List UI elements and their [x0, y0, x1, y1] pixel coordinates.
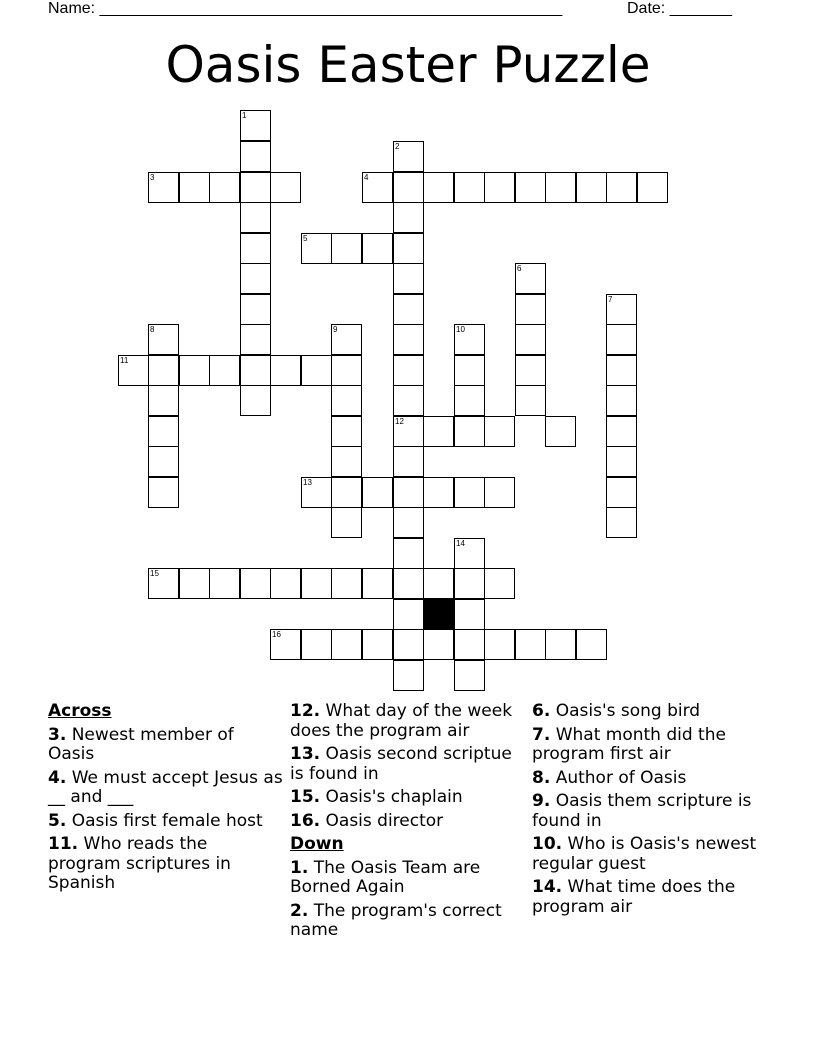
clue-number: 14.: [532, 877, 563, 897]
grid-cell[interactable]: [515, 263, 546, 294]
grid-cell[interactable]: [545, 172, 576, 203]
grid-cell[interactable]: [423, 568, 454, 599]
grid-cell[interactable]: [454, 660, 485, 691]
grid-cell[interactable]: [148, 477, 179, 508]
clue-number: 15.: [290, 787, 321, 807]
clue-across-5: [48, 812, 284, 832]
grid-cell[interactable]: [362, 568, 393, 599]
clue-number: 8.: [532, 767, 551, 788]
grid-cell[interactable]: [393, 599, 424, 630]
grid-cell[interactable]: [515, 355, 546, 386]
grid-cell[interactable]: [393, 202, 424, 233]
clue-number: 16.: [290, 810, 321, 831]
down-heading: Down: [290, 834, 344, 854]
grid-cell[interactable]: [393, 385, 424, 416]
cell-number: 2: [395, 142, 400, 151]
grid-cell[interactable]: [393, 263, 424, 294]
cell-number: 1: [242, 111, 247, 120]
clue-number: 7.: [532, 724, 551, 745]
grid-cell[interactable]: [515, 629, 546, 660]
grid-cell[interactable]: [454, 324, 485, 355]
clue-down-9: [532, 792, 768, 831]
grid-cell[interactable]: [393, 568, 424, 599]
grid-cell[interactable]: [240, 294, 271, 325]
grid-cell[interactable]: [270, 172, 301, 203]
clue-across-12: [290, 702, 526, 741]
clue-number: 1.: [290, 857, 309, 878]
grid-cell[interactable]: [179, 568, 210, 599]
grid-cell[interactable]: [606, 324, 637, 355]
clue-across-4: [48, 769, 284, 808]
grid-cell[interactable]: [362, 629, 393, 660]
grid-cell[interactable]: [148, 416, 179, 447]
grid-cell[interactable]: [209, 172, 240, 203]
grid-cell[interactable]: [393, 629, 424, 660]
grid-cell[interactable]: [484, 172, 515, 203]
grid-cell[interactable]: [454, 629, 485, 660]
clue-text: Oasis's chaplain: [325, 787, 463, 807]
grid-cell[interactable]: [606, 507, 637, 538]
clue-text: The Oasis Team are Borned Again: [290, 857, 481, 897]
clue-text: Oasis's song bird: [555, 701, 701, 721]
clue-number: 9.: [532, 791, 551, 811]
grid-cell[interactable]: [393, 507, 424, 538]
grid-cell[interactable]: [454, 477, 485, 508]
clue-across-16: [290, 812, 526, 832]
grid-cell[interactable]: [270, 568, 301, 599]
grid-cell[interactable]: [148, 324, 179, 355]
clue-text: Newest member of Oasis: [48, 724, 234, 764]
grid-cell[interactable]: [240, 172, 271, 203]
grid-cell[interactable]: [301, 355, 332, 386]
grid-cell[interactable]: [484, 477, 515, 508]
cell-number: 8: [150, 325, 155, 334]
grid-cell[interactable]: [606, 477, 637, 508]
grid-cell[interactable]: [393, 294, 424, 325]
grid-cell[interactable]: [484, 568, 515, 599]
clue-text: Oasis them scripture is found in: [532, 791, 752, 831]
grid-cell[interactable]: [148, 355, 179, 386]
clue-down-1: [290, 859, 526, 898]
grid-cell[interactable]: [331, 233, 362, 264]
cell-number: 7: [608, 295, 613, 304]
grid-cell[interactable]: [576, 172, 607, 203]
clue-text: Author of Oasis: [555, 767, 687, 788]
clue-number: 10.: [532, 834, 563, 854]
grid-cell[interactable]: [148, 568, 179, 599]
grid-cell[interactable]: [393, 538, 424, 569]
clue-down-10: [532, 835, 768, 874]
clue-number: 4.: [48, 767, 67, 788]
grid-cell[interactable]: [240, 385, 271, 416]
grid-cell[interactable]: [240, 355, 271, 386]
grid-cell[interactable]: [576, 629, 607, 660]
grid-cell[interactable]: [393, 416, 424, 447]
grid-cell[interactable]: [515, 294, 546, 325]
grid-cell[interactable]: [301, 568, 332, 599]
cell-number: 9: [333, 325, 338, 334]
cell-number: 16: [272, 630, 281, 639]
clue-down-7: [532, 726, 768, 765]
cell-number: 6: [517, 264, 522, 273]
grid-cell[interactable]: [606, 446, 637, 477]
grid-cell[interactable]: [331, 355, 362, 386]
grid-cell[interactable]: [393, 172, 424, 203]
grid-cell[interactable]: [331, 416, 362, 447]
grid-cell[interactable]: [148, 385, 179, 416]
grid-cell[interactable]: [423, 477, 454, 508]
grid-cell[interactable]: [209, 568, 240, 599]
grid-cell[interactable]: [362, 233, 393, 264]
grid-cell[interactable]: [393, 446, 424, 477]
grid-cell[interactable]: [148, 172, 179, 203]
clue-text: Who is Oasis's newest regular guest: [532, 834, 757, 874]
grid-cell[interactable]: [606, 355, 637, 386]
cell-number: 4: [364, 173, 369, 182]
clue-column-3: [532, 702, 768, 921]
grid-cell[interactable]: [423, 416, 454, 447]
clue-number: 11.: [48, 834, 79, 854]
black-cell: [423, 599, 454, 630]
grid-cell[interactable]: [515, 324, 546, 355]
cell-number: 13: [303, 478, 312, 487]
clue-column-1: [48, 702, 284, 898]
grid-cell[interactable]: [240, 568, 271, 599]
cell-number: 12: [395, 417, 404, 426]
cell-number: 14: [456, 539, 465, 548]
clue-across-15: [290, 788, 526, 808]
grid-cell[interactable]: [606, 385, 637, 416]
grid-cell[interactable]: [545, 416, 576, 447]
grid-cell[interactable]: [454, 355, 485, 386]
grid-cell[interactable]: [331, 477, 362, 508]
cell-number: 10: [456, 325, 465, 334]
clue-down-2: [290, 902, 526, 941]
grid-cell[interactable]: [240, 263, 271, 294]
clue-text: We must accept Jesus as __ and ___: [48, 767, 283, 807]
grid-cell[interactable]: [545, 629, 576, 660]
grid-cell[interactable]: [393, 233, 424, 264]
grid-cell[interactable]: [240, 110, 271, 141]
clue-number: 12.: [290, 701, 321, 721]
cell-number: 3: [150, 173, 155, 182]
grid-cell[interactable]: [454, 599, 485, 630]
grid-cell[interactable]: [270, 629, 301, 660]
clue-across-11: [48, 835, 284, 894]
grid-cell[interactable]: [454, 538, 485, 569]
grid-cell[interactable]: [606, 172, 637, 203]
grid-cell[interactable]: [606, 294, 637, 325]
grid-cell[interactable]: [484, 629, 515, 660]
across-heading: Across: [48, 701, 112, 721]
grid-cell[interactable]: [454, 416, 485, 447]
grid-cell[interactable]: [179, 355, 210, 386]
clue-number: 2.: [290, 900, 309, 921]
clue-text: Who reads the program scriptures in Spanish: [48, 834, 231, 893]
clue-down-14: [532, 878, 768, 917]
clue-text: What day of the week does the program air: [290, 701, 513, 741]
grid-cell[interactable]: [209, 355, 240, 386]
cell-number: 15: [150, 569, 159, 578]
grid-cell[interactable]: [331, 385, 362, 416]
clue-text: What month did the program first air: [532, 724, 726, 764]
grid-cell[interactable]: [240, 233, 271, 264]
grid-cell[interactable]: [148, 446, 179, 477]
grid-cell[interactable]: [331, 568, 362, 599]
clue-number: 5.: [48, 810, 67, 831]
grid-cell[interactable]: [606, 416, 637, 447]
grid-cell[interactable]: [393, 355, 424, 386]
clue-down-8: [532, 769, 768, 789]
grid-cell[interactable]: [454, 568, 485, 599]
clue-number: 3.: [48, 724, 67, 745]
date-field[interactable]: Date: _______: [627, 0, 732, 17]
grid-cell[interactable]: [301, 477, 332, 508]
clue-number: 13.: [290, 744, 321, 764]
clue-column-2: [290, 702, 526, 945]
grid-cell[interactable]: [454, 385, 485, 416]
grid-cell[interactable]: [331, 324, 362, 355]
grid-cell[interactable]: [331, 507, 362, 538]
clue-across-13: [290, 745, 526, 784]
clue-text: Oasis first female host: [71, 810, 263, 831]
grid-cell[interactable]: [301, 629, 332, 660]
grid-cell[interactable]: [423, 172, 454, 203]
grid-cell[interactable]: [179, 172, 210, 203]
grid-cell[interactable]: [301, 233, 332, 264]
clue-text: Oasis director: [325, 810, 444, 831]
grid-cell[interactable]: [515, 172, 546, 203]
grid-cell[interactable]: [118, 355, 149, 386]
grid-cell[interactable]: [393, 141, 424, 172]
name-field[interactable]: Name: ____________________________________________________: [48, 0, 563, 17]
grid-cell[interactable]: [240, 202, 271, 233]
clue-down-6: [532, 702, 768, 722]
clue-number: 6.: [532, 701, 551, 721]
grid-cell[interactable]: [393, 477, 424, 508]
grid-cell[interactable]: [270, 355, 301, 386]
clue-text: The program's correct name: [290, 900, 502, 940]
grid-cell[interactable]: [362, 477, 393, 508]
grid-cell[interactable]: [331, 629, 362, 660]
grid-cell[interactable]: [240, 324, 271, 355]
grid-cell[interactable]: [362, 172, 393, 203]
grid-cell[interactable]: [637, 172, 668, 203]
clue-text: What time does the program air: [532, 877, 736, 917]
grid-cell[interactable]: [393, 660, 424, 691]
grid-cell[interactable]: [240, 141, 271, 172]
grid-cell[interactable]: [393, 324, 424, 355]
grid-cell[interactable]: [515, 385, 546, 416]
cell-number: 11: [120, 356, 129, 365]
clue-text: Oasis second scriptue is found in: [290, 744, 512, 784]
grid-cell[interactable]: [484, 416, 515, 447]
grid-cell[interactable]: [454, 172, 485, 203]
clue-across-3: [48, 726, 284, 765]
grid-cell[interactable]: [331, 446, 362, 477]
page-title: Oasis Easter Puzzle: [165, 36, 651, 94]
grid-cell[interactable]: [423, 629, 454, 660]
cell-number: 5: [303, 234, 308, 243]
